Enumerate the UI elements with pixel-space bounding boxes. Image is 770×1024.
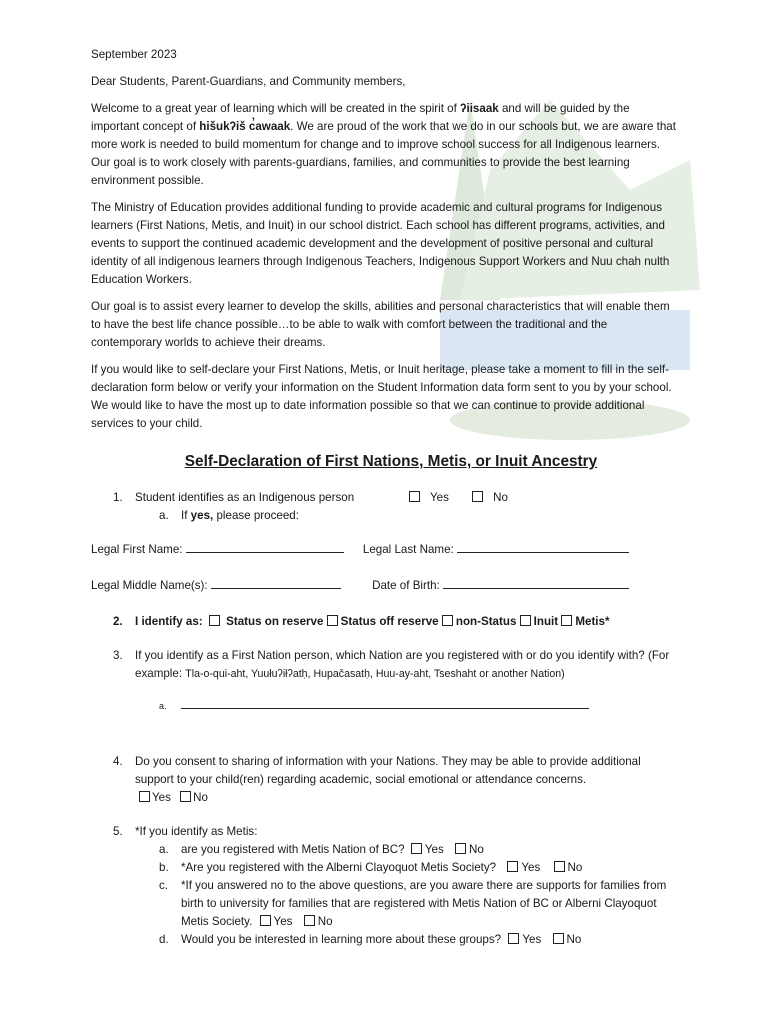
- q4-yes-checkbox[interactable]: [139, 791, 150, 802]
- question-2: [91, 613, 681, 631]
- letter-date: September 2023: [91, 48, 177, 61]
- q5b-yes-checkbox[interactable]: [507, 861, 518, 872]
- q2-label-status-on-reserve: Status on reserve: [226, 615, 324, 628]
- q5a-yes-checkbox[interactable]: [411, 843, 422, 854]
- q5c-yes-checkbox[interactable]: [260, 915, 271, 926]
- q5d-no-option[interactable]: [553, 933, 582, 946]
- q2-label-inuit: Inuit: [533, 615, 559, 628]
- question-5c: [91, 877, 681, 931]
- question-3-text: If you identify as a First Nation person, which Nation are you registered with or do you identify with?: [135, 649, 645, 662]
- q5c-yes-label: Yes: [273, 915, 293, 928]
- q5a-no-label: No: [469, 843, 484, 856]
- name-row-2: [91, 577, 629, 595]
- legal-middle-name-field: [91, 577, 341, 595]
- q4-no-option[interactable]: [180, 791, 208, 804]
- question-4-options: [135, 789, 681, 807]
- legal-first-name-input[interactable]: [186, 541, 344, 553]
- q2-checkbox-status-off-reserve[interactable]: [327, 615, 338, 626]
- q5b-no-checkbox[interactable]: [554, 861, 565, 872]
- q5c-no-checkbox[interactable]: [304, 915, 315, 926]
- question-1a-letter: a.: [159, 509, 169, 522]
- question-5-text: *If you identify as Metis:: [135, 825, 258, 838]
- legal-last-name-label: Legal Last Name:: [362, 543, 454, 556]
- question-4: [91, 753, 681, 807]
- name-row-1: [91, 541, 629, 559]
- question-5a-text: are you registered with Metis Nation of BC?: [181, 843, 405, 856]
- question-5c-letter: c.: [159, 879, 169, 892]
- question-1: [91, 489, 681, 507]
- q5b-yes-option[interactable]: [499, 861, 540, 874]
- q5a-no-checkbox[interactable]: [455, 843, 466, 854]
- q1-yes-option[interactable]: [409, 491, 459, 504]
- question-1a-post: please proceed:: [213, 509, 299, 522]
- q1-no-label: No: [493, 491, 508, 504]
- q1-yes-label: Yes: [430, 491, 449, 504]
- legal-middle-name-input[interactable]: [211, 577, 341, 589]
- paragraph-self-declare: If you would like to self-declare your First Nations, Metis, or Inuit heritage, please take a moment to fill in the self-declaration form below or verify your information on the Student Information data form sent to you by your school. We would like to have the most up to date information possible so that we can continue to provide additional services to your child.: [91, 363, 672, 430]
- paragraph-ministry: The Ministry of Education provides additional funding to provide academic and cultural programs for Indigenous learners (First Nations, Metis, and Inuit) in our school district. Each school has different programs, activities, and events to support the continued academic development and the development of positive personal and cultural identity of all indigenous learners through Indigenous Teachers, Indigenous Support Workers and Nuu chah nulth Education Workers.: [91, 201, 670, 286]
- question-4-number: 4.: [113, 755, 123, 768]
- q1-no-option[interactable]: [472, 491, 518, 504]
- q2-option-inuit[interactable]: [520, 615, 558, 628]
- question-5-number: 5.: [113, 825, 123, 838]
- question-5b-letter: b.: [159, 861, 169, 874]
- paragraph-welcome-text-c: . We are proud of the work that we do in our schools but, we are aware that more work is needed to build momentum for change and to improve school success for all Indigenous learners. Our goal is to work closely with parents-guardians, families, and communities to provide the best learning environment possible.: [91, 120, 676, 187]
- q5d-yes-checkbox[interactable]: [508, 933, 519, 944]
- date-of-birth-field: [372, 577, 629, 595]
- legal-first-name-label: Legal First Name:: [91, 543, 183, 556]
- q2-checkbox-inuit[interactable]: [520, 615, 531, 626]
- letter-greeting: Dear Students, Parent-Guardians, and Community members,: [91, 75, 406, 88]
- q5d-yes-option[interactable]: [504, 933, 541, 946]
- question-5b: [91, 859, 681, 877]
- question-5d-text: Would you be interested in learning more about these groups?: [181, 933, 502, 946]
- q5c-no-option[interactable]: [304, 915, 333, 928]
- question-5d-letter: d.: [159, 933, 169, 946]
- question-5c-text: *If you answered no to the above questions, are you aware there are supports for families from birth to university for families that are registered with Metis Nation of BC or Alberni Clayoquot Metis Society.: [181, 879, 667, 928]
- q4-no-checkbox[interactable]: [180, 791, 191, 802]
- q2-checkbox-metis[interactable]: [561, 615, 572, 626]
- q5b-no-label: No: [567, 861, 583, 874]
- question-2-number: 2.: [113, 615, 123, 628]
- q2-checkbox-status-on-reserve[interactable]: [209, 615, 220, 626]
- question-1-options: [409, 489, 528, 507]
- term-hishukish-cawaak: hišukʔiš c̓awaak: [199, 120, 291, 133]
- question-1a-pre: If: [181, 509, 191, 522]
- paragraph-welcome: [91, 100, 681, 190]
- q5d-no-checkbox[interactable]: [553, 933, 564, 944]
- q5c-no-label: No: [317, 915, 333, 928]
- question-5a: [91, 841, 681, 859]
- question-3-example-label: (For example:: [135, 649, 670, 680]
- q2-checkbox-non-status[interactable]: [442, 615, 453, 626]
- q2-option-non-status[interactable]: [442, 615, 517, 628]
- q5a-no-option[interactable]: [455, 843, 484, 856]
- date-of-birth-input[interactable]: [443, 577, 629, 589]
- q2-label-status-off-reserve: Status off reserve: [340, 615, 439, 628]
- question-2-label: I identify as:: [135, 615, 203, 628]
- date-of-birth-label: Date of Birth:: [372, 579, 440, 592]
- paragraph-welcome-text-a: Welcome to a great year of learning which will be created in the spirit of: [91, 102, 461, 115]
- q5b-no-option[interactable]: [554, 861, 583, 874]
- question-1a: [91, 507, 681, 525]
- q5a-yes-option[interactable]: [408, 843, 444, 856]
- question-5b-text: *Are you registered with the Alberni Clayoquot Metis Society?: [181, 861, 497, 874]
- question-1-number: 1.: [113, 491, 123, 504]
- question-3: [91, 647, 681, 683]
- question-5a-letter: a.: [159, 843, 169, 856]
- letter-body: [91, 46, 681, 949]
- q4-yes-option[interactable]: [139, 791, 171, 804]
- q2-label-non-status: non-Status: [455, 615, 517, 628]
- q4-no-label: No: [193, 791, 208, 804]
- q5d-yes-label: Yes: [522, 933, 542, 946]
- question-1a-bold: yes,: [190, 509, 214, 522]
- question-5: [91, 823, 681, 841]
- legal-last-name-input[interactable]: [457, 541, 629, 553]
- question-3-example-list: Tla-o-qui-aht, Yuułuʔiłʔatḥ, Hupačasatḥ, Huu-ay-aht, Tseshaht or another Nation): [185, 668, 565, 680]
- q5d-no-label: No: [566, 933, 582, 946]
- nation-input[interactable]: [181, 697, 589, 709]
- question-3a: [91, 697, 681, 715]
- q5a-yes-label: Yes: [424, 843, 444, 856]
- q1-no-checkbox[interactable]: [472, 491, 483, 502]
- q2-option-metis[interactable]: [561, 615, 609, 628]
- form-title: Self-Declaration of First Nations, Metis, or Inuit Ancestry: [184, 453, 598, 470]
- q1-yes-checkbox[interactable]: [409, 491, 420, 502]
- q2-option-status-off-reserve[interactable]: [327, 615, 439, 628]
- q2-option-status-on-reserve[interactable]: [206, 615, 324, 628]
- question-4-text: Do you consent to sharing of information with your Nations. They may be able to provide additional support to your child(ren) regarding academic, social emotional or attendance concerns.: [135, 755, 641, 786]
- paragraph-goal: Our goal is to assist every learner to develop the skills, abilities and personal characteristics that will enable them to have the best life chance possible…to be able to walk with comfort between the traditional and the contemporary worlds to achieve their dreams.: [91, 300, 670, 349]
- question-3-number: 3.: [113, 649, 123, 662]
- term-iisaak: ʔiisaak: [460, 102, 499, 115]
- question-3a-letter: a.: [159, 701, 167, 711]
- legal-last-name-field: [363, 541, 629, 559]
- legal-middle-name-label: Legal Middle Name(s):: [91, 579, 208, 592]
- q5c-yes-option[interactable]: [256, 915, 293, 928]
- q5b-yes-label: Yes: [521, 861, 541, 874]
- question-1-text: Student identifies as an Indigenous person: [135, 491, 355, 504]
- question-5d: [91, 931, 681, 949]
- q4-yes-label: Yes: [152, 791, 171, 804]
- q2-label-metis: Metis*: [575, 615, 610, 628]
- paragraph-welcome-text-b: and will be guided by the important concept of: [91, 102, 630, 133]
- legal-first-name-field: [91, 541, 344, 559]
